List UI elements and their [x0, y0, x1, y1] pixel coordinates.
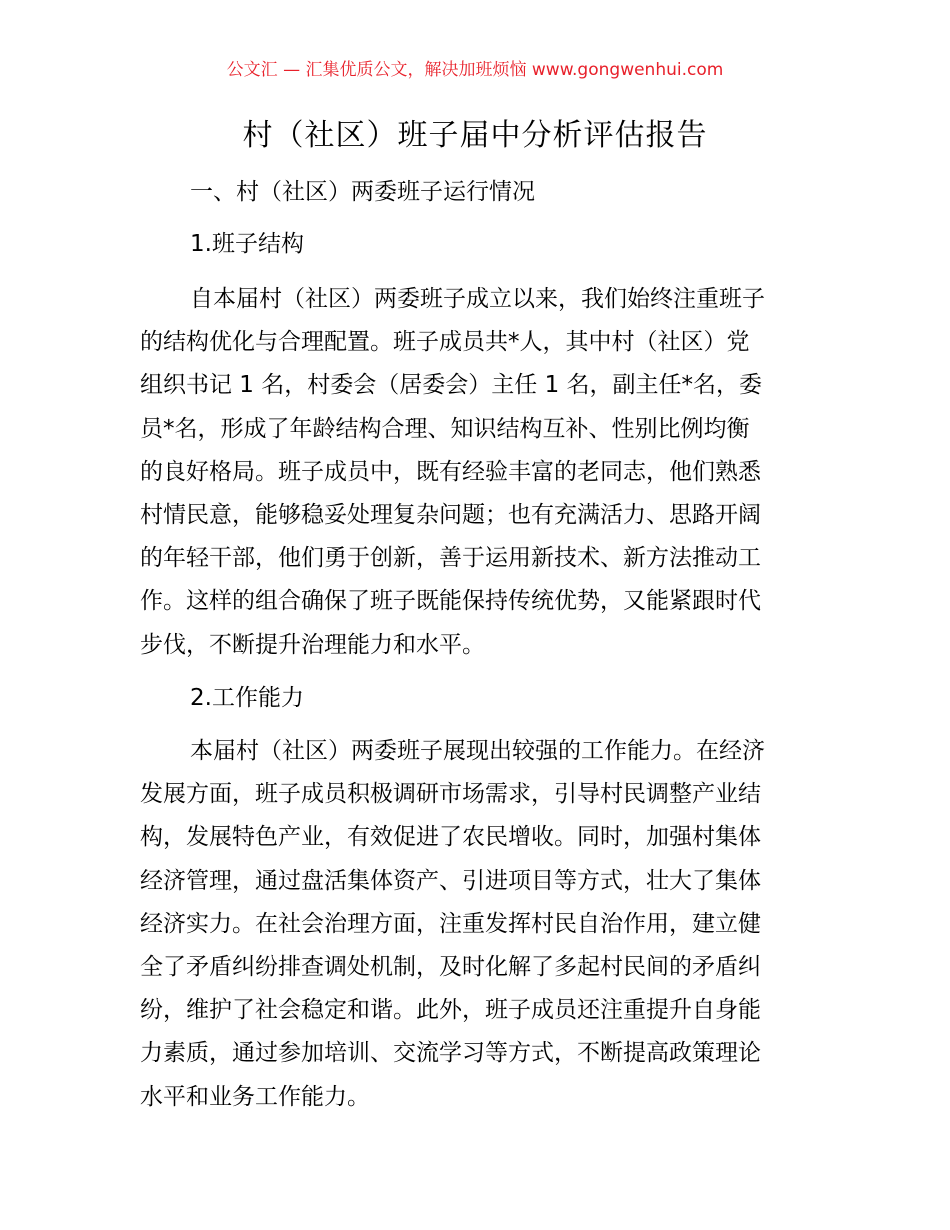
paragraph-line: 的良好格局。班子成员中，既有经验丰富的老同志，他们熟悉: [140, 458, 761, 485]
paragraph-line: 经济管理，通过盘活集体资产、引进项目等方式，壮大了集体: [140, 867, 761, 894]
paragraph-line: 村情民意，能够稳妥处理复杂问题；也有充满活力、思路开阔: [140, 501, 761, 528]
paragraph-ability: [140, 735, 820, 1124]
paragraph-line: 作。这样的组合确保了班子既能保持传统优势，又能紧跟时代: [140, 588, 761, 615]
paragraph-line: 的年轻干部，他们勇于创新，善于运用新技术、新方法推动工: [140, 545, 761, 572]
paragraph-line: 步伐，不断提升治理能力和水平。: [140, 631, 485, 658]
section-heading: 一、村（社区）两委班子运行情况: [190, 179, 535, 205]
paragraph-line: 经济实力。在社会治理方面，注重发挥村民自治作用，建立健: [140, 910, 761, 937]
paragraph-line: 的结构优化与合理配置。班子成员共*人，其中村（社区）党: [140, 329, 750, 356]
paragraph-line: 构，发展特色产业，有效促进了农民增收。同时，加强村集体: [140, 824, 761, 851]
subsection-heading-structure: 1.班子结构: [190, 231, 304, 257]
subsection-heading-ability: 2.工作能力: [190, 685, 304, 711]
paragraph-line: 纷，维护了社会稳定和谐。此外，班子成员还注重提升自身能: [140, 997, 761, 1024]
paragraph-line: 自本届村（社区）两委班子成立以来，我们始终注重班子: [190, 286, 765, 312]
paragraph-line: 本届村（社区）两委班子展现出较强的工作能力。在经济: [190, 738, 765, 764]
paragraph-line: 力素质，通过参加培训、交流学习等方式，不断提高政策理论: [140, 1040, 761, 1067]
paragraph-line: 组织书记 1 名，村委会（居委会）主任 1 名，副主任*名，委: [140, 372, 763, 399]
site-banner[interactable]: 公文汇 — 汇集优质公文，解决加班烦恼 www.gongwenhui.com: [226, 60, 724, 80]
paragraph-line: 全了矛盾纠纷排查调处机制，及时化解了多起村民间的矛盾纠: [140, 953, 761, 980]
paragraph-line: 员*名，形成了年龄结构合理、知识结构互补、性别比例均衡: [140, 415, 750, 442]
document-title: 村（社区）班子届中分析评估报告: [242, 118, 708, 153]
paragraph-line: 发展方面，班子成员积极调研市场需求，引导村民调整产业结: [140, 781, 761, 808]
paragraph-line: 水平和业务工作能力。: [140, 1083, 370, 1110]
paragraph-structure: [140, 283, 820, 672]
